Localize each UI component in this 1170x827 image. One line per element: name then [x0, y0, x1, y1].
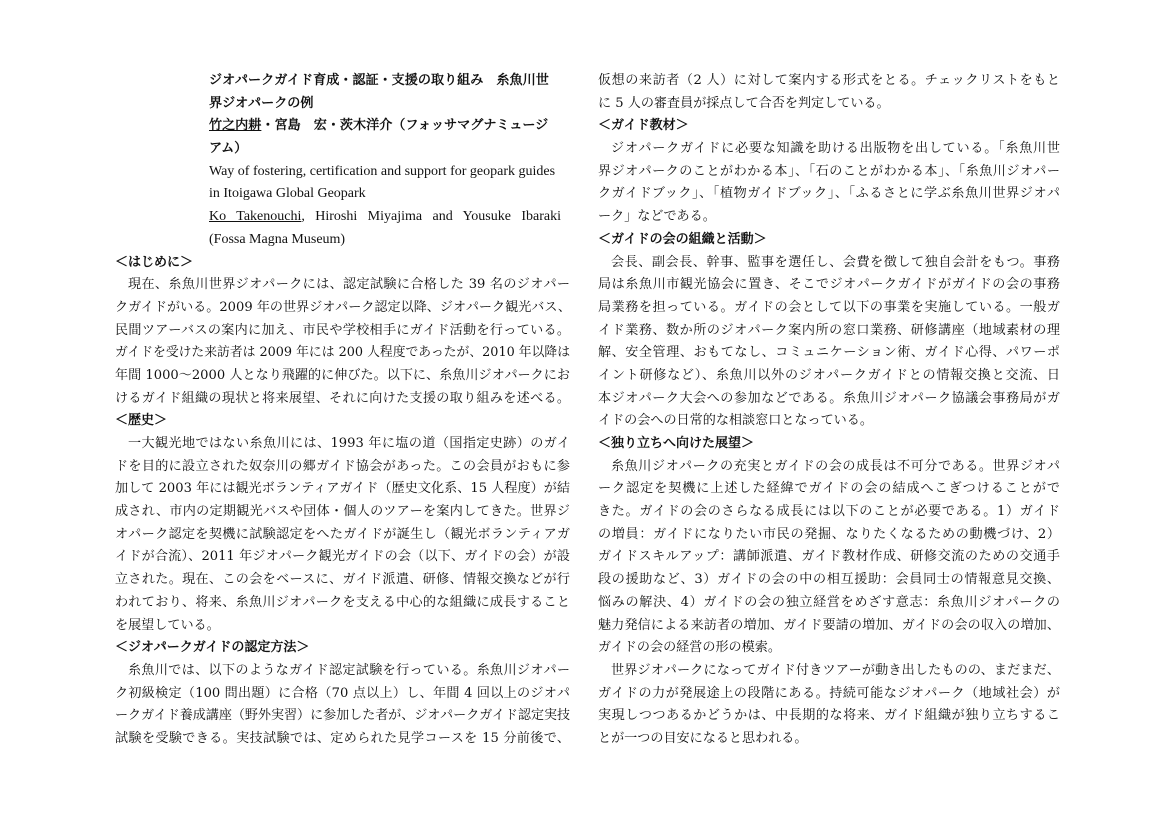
- title-ja-line-2: 界ジオパークの例: [209, 95, 314, 111]
- text-line: に 5 人の審査員が採点して合否を判定している。: [598, 95, 890, 111]
- intro-paragraph: [115, 274, 570, 410]
- text-line: ガイドの会の経営の形の模索。: [598, 640, 781, 656]
- text-line: とが一つの目安になると思われる。: [598, 730, 808, 746]
- text-line: 立された。現在、この会をベースに、ガイド派遣、研修、情報交換などが行: [115, 572, 570, 588]
- text-line: ガイドを受けた来訪者は 2009 年には 200 人程度であったが、2010 年以降は: [115, 345, 570, 361]
- text-line: 年間 1000〜2000 人となり飛躍的に伸びた。以下に、糸魚川ジオパークにお: [115, 367, 570, 383]
- text-line: ガイドの力が発展途上の段階にある。持続可能なジオパーク（地域社会）が: [598, 685, 1060, 701]
- text-line: 試験を受験できる。実技試験では、定められた見学コースを 15 分前後で、: [115, 730, 570, 746]
- text-line: イドの会への日常的な相談窓口となっている。: [598, 413, 873, 429]
- heading-history: ＜歴史＞: [115, 413, 168, 429]
- text-line: 段の援助など、3）ガイドの会の中の相互援助：会員同士の情報意見交換、: [598, 572, 1060, 588]
- title-en-line-1: Way of fostering, certification and support for geopark guides: [209, 163, 556, 179]
- text-line: 実現しつつあるかどうかは、中長期的な将来、ガイド組織が独り立ちするこ: [598, 708, 1060, 724]
- heading-materials: ＜ガイド教材＞: [598, 118, 689, 134]
- outlook-paragraph-2: [598, 660, 1060, 751]
- heading-certification: ＜ジオパークガイドの認定方法＞: [115, 640, 310, 656]
- text-line: ク初級検定（100 問出題）に合格（70 点以上）し、年間 4 回以上のジオパ: [115, 685, 570, 701]
- right-column: [598, 70, 1060, 751]
- text-line: ガイドスキルアップ：講師派遣、ガイド教材作成、研修交流のための交通手: [598, 549, 1060, 565]
- text-line: の増員：ガイドになりたい市民の発掘、なりたくなるための動機づけ、2）: [598, 526, 1060, 542]
- organization-paragraph: [598, 252, 1060, 434]
- heading-intro: ＜はじめに＞: [115, 254, 194, 270]
- text-line: ドを目的に設立された奴奈川の郷ガイド協会があった。この会員がおもに参: [115, 458, 570, 474]
- materials-paragraph: [598, 138, 1060, 229]
- authors-en-line: [209, 206, 561, 229]
- text-line: 局は糸魚川市観光協会に置き、そこでジオパークガイドがガイドの会の事務: [598, 277, 1060, 293]
- text-line: イドが合流）、2011 年ジオパーク観光ガイドの会（以下、ガイドの会）が設: [115, 549, 570, 565]
- text-line: 会長、副会長、幹事、監事を選任し、会費を徴して独自会計をもつ。事務: [611, 254, 1060, 270]
- certification-paragraph-right: [598, 70, 1060, 115]
- affiliation-en: (Fossa Magna Museum): [209, 231, 346, 247]
- authors-ja-line-2: アム）: [209, 141, 248, 157]
- text-line: 民間ツアーバスの案内に加え、市民や学校相手にガイド活動を行っている。: [115, 322, 570, 338]
- text-line: クガイドがいる。2009 年の世界ジオパーク認定以降、ジオパーク観光バス、: [115, 299, 571, 315]
- text-line: 現在、糸魚川世界ジオパークには、認定試験に合格した 39 名のジオパー: [128, 277, 570, 293]
- authors-rest: ・宮島 宏・茨木洋介（フォッサマグナミュージ: [261, 118, 549, 134]
- text-line: 悩みの解決、4）ガイドの会の独立経営をめざす意志：糸魚川ジオパークの: [598, 594, 1060, 610]
- title-en-line-2: in Itoigawa Global Geopark: [209, 186, 366, 202]
- text-line: イント研修など）、糸魚川以外のジオパークガイドとの情報交換と交流、日: [598, 367, 1060, 383]
- text-line: 局業務を担っている。ガイドの会として以下の事業を実施している。一般ガ: [598, 299, 1060, 315]
- text-line: ークガイド養成講座（野外実習）に参加した者が、ジオパークガイド認定実技: [115, 708, 571, 724]
- text-line: 一大観光地ではない糸魚川には、1993 年に塩の道（国指定史跡）のガイ: [128, 436, 570, 451]
- heading-organization: ＜ガイドの会の組織と活動＞: [598, 231, 767, 247]
- text-line: 加して 2003 年には観光ボランティアガイド（歴史文化系、15 人程度）が結: [115, 481, 570, 497]
- text-line: きた。ガイドの会のさらなる成長には以下のことが必要である。1）ガイド: [598, 504, 1060, 520]
- text-line: 糸魚川では、以下のようなガイド認定試験を行っている。糸魚川ジオパー: [128, 662, 570, 678]
- text-line: けるガイド組織の現状と将来展望、それに向けた支援の取り組みを述べる。: [115, 390, 570, 406]
- history-paragraph: [115, 433, 570, 637]
- text-line: オパーク認定を契機に試験認定をへたガイドが誕生し（観光ボランティアガ: [115, 526, 570, 542]
- text-line: われており、将来、糸魚川ジオパークを支える中心的な組織に成長すること: [115, 594, 570, 610]
- authors-en-rest: , Hiroshi Miyajima and Yousuke Ibaraki: [301, 209, 561, 225]
- text-line: 界ジオパークのことがわかる本」、「石のことがわかる本」、「糸魚川ジオパー: [598, 163, 1060, 179]
- text-line: 仮想の来訪者（2 人）に対して案内する形式をとる。チェックリストをもと: [598, 73, 1060, 88]
- heading-outlook: ＜独り立ちへ向けた展望＞: [598, 436, 755, 451]
- text-line: 世界ジオパークになってガイド付きツアーが動き出したものの、まだまだ、: [611, 662, 1060, 678]
- author-first: 竹之内耕: [209, 118, 262, 134]
- text-line: 魅力発信による来訪者の増加、ガイド要請の増加、ガイドの会の収入の増加、: [598, 617, 1060, 633]
- text-line: イド業務、数か所のジオパーク案内所の窓口業務、研修講座（地域素材の理: [598, 322, 1060, 338]
- authors-ja-line-1: [209, 115, 561, 138]
- author-en-first: Ko Takenouchi: [209, 209, 302, 225]
- text-line: ーク」などである。: [598, 209, 716, 225]
- certification-paragraph-left: [115, 660, 570, 751]
- text-line: ーク認定を契機に上述した経緯でガイドの会の結成へこぎつけることがで: [598, 481, 1060, 497]
- text-line: ジオパークガイドに必要な知識を助ける出版物を出している。「糸魚川世: [611, 141, 1060, 157]
- text-line: 解、安全管理、おもてなし、コミュニケーション術、ガイド心得、パワーポ: [598, 345, 1060, 361]
- text-line: 糸魚川ジオパークの充実とガイドの会の成長は不可分である。世界ジオパ: [611, 458, 1060, 474]
- text-line: 本ジオパーク大会への参加などである。糸魚川ジオパーク協議会事務局がガ: [598, 390, 1060, 406]
- text-line: 成され、市内の定期観光バスや団体・個人のツアーを案内してきた。世界ジ: [115, 504, 570, 520]
- title-block: [209, 70, 561, 252]
- text-line: クガイドブック」、「植物ガイドブック」、「ふるさとに学ぶ糸魚川世界ジオパ: [598, 186, 1060, 202]
- title-ja-line-1: ジオパークガイド育成・認証・支援の取り組み 糸魚川世: [209, 73, 549, 88]
- text-line: を展望している。: [115, 617, 220, 633]
- outlook-paragraph-1: [598, 456, 1060, 660]
- left-column: [115, 70, 570, 751]
